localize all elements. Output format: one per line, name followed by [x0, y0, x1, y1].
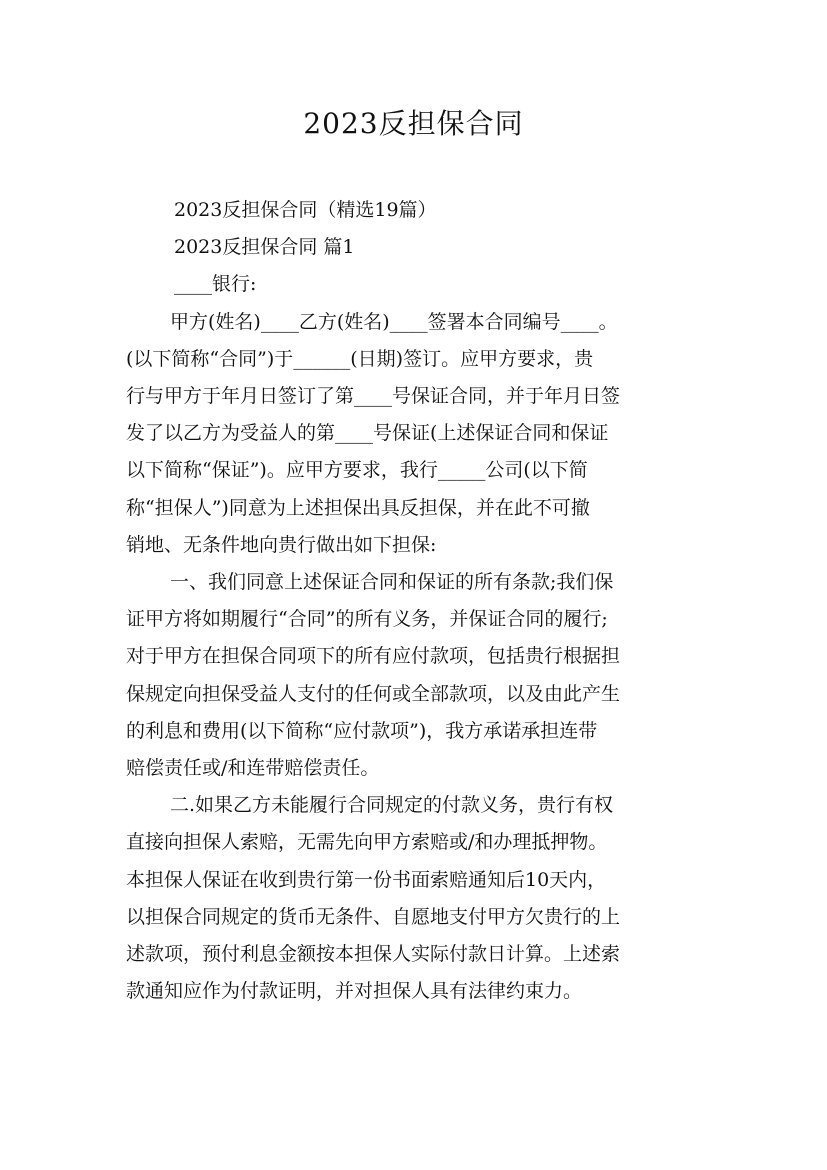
paragraph-line: 一、我们同意上述保证合同和保证的所有条款;我们保: [170, 571, 614, 594]
paragraph-line: 发了以乙方为受益人的第____号保证(上述保证合同和保证: [126, 422, 609, 445]
paragraph-line: (以下简称“合同”)于______(日期)签订。应甲方要求，贵: [126, 347, 594, 370]
paragraph-line: 以担保合同规定的货币无条件、自愿地支付甲方欠贵行的上: [126, 905, 621, 928]
paragraph-line: 证甲方将如期履行“合同”的所有义务，并保证合同的履行;: [126, 608, 608, 631]
paragraph-1: [126, 304, 702, 564]
paragraph-line: 赔偿责任或/和连带赔偿责任。: [126, 757, 380, 780]
document-body: [126, 192, 702, 1010]
paragraph-line: 对于甲方在担保合同项下的所有应付款项，包括贵行根据担: [126, 645, 621, 668]
paragraph-line: 行与甲方于年月日签订了第____号保证合同，并于年月日签: [126, 385, 621, 408]
document-subtitle: 2023反担保合同（精选19篇）: [174, 199, 437, 221]
paragraph-line: 保规定向担保受益人支付的任何或全部款项，以及由此产生: [126, 682, 621, 705]
paragraph-line: 二.如果乙方未能履行合同规定的付款义务，贵行有权: [170, 794, 614, 817]
paragraph-line: 本担保人保证在收到贵行第一份书面索赔通知后10天内，: [126, 868, 607, 891]
paragraph-line: 甲方(姓名)____乙方(姓名)____签署本合同编号____。: [170, 310, 618, 333]
paragraph-line: 称“担保人”)同意为上述担保出具反担保，并在此不可撤: [126, 496, 590, 519]
paragraph-line: 以下简称“保证”)。应甲方要求，我行_____公司(以下简: [126, 459, 588, 482]
paragraph-2: [126, 564, 702, 787]
document-title: 2023反担保合同: [303, 107, 524, 140]
paragraph-line: 直接向担保人索赔，无需先向甲方索赔或/和办理抵押物。: [126, 831, 608, 854]
paragraph-line: 述款项，预付利息金额按本担保人实际付款日计算。上述索: [126, 943, 621, 966]
paragraph-line: 款通知应作为付款证明，并对担保人具有法律约束力。: [126, 980, 583, 1003]
paragraph-line: 的利息和费用(以下简称“应付款项”)，我方承诺承担连带: [126, 719, 598, 742]
paragraph-line: 销地、无条件地向贵行做出如下担保:: [126, 533, 437, 556]
paragraph-3: [126, 787, 702, 1010]
section-heading: 2023反担保合同 篇1: [174, 236, 355, 259]
addressee-line: ____银行:: [174, 273, 257, 296]
